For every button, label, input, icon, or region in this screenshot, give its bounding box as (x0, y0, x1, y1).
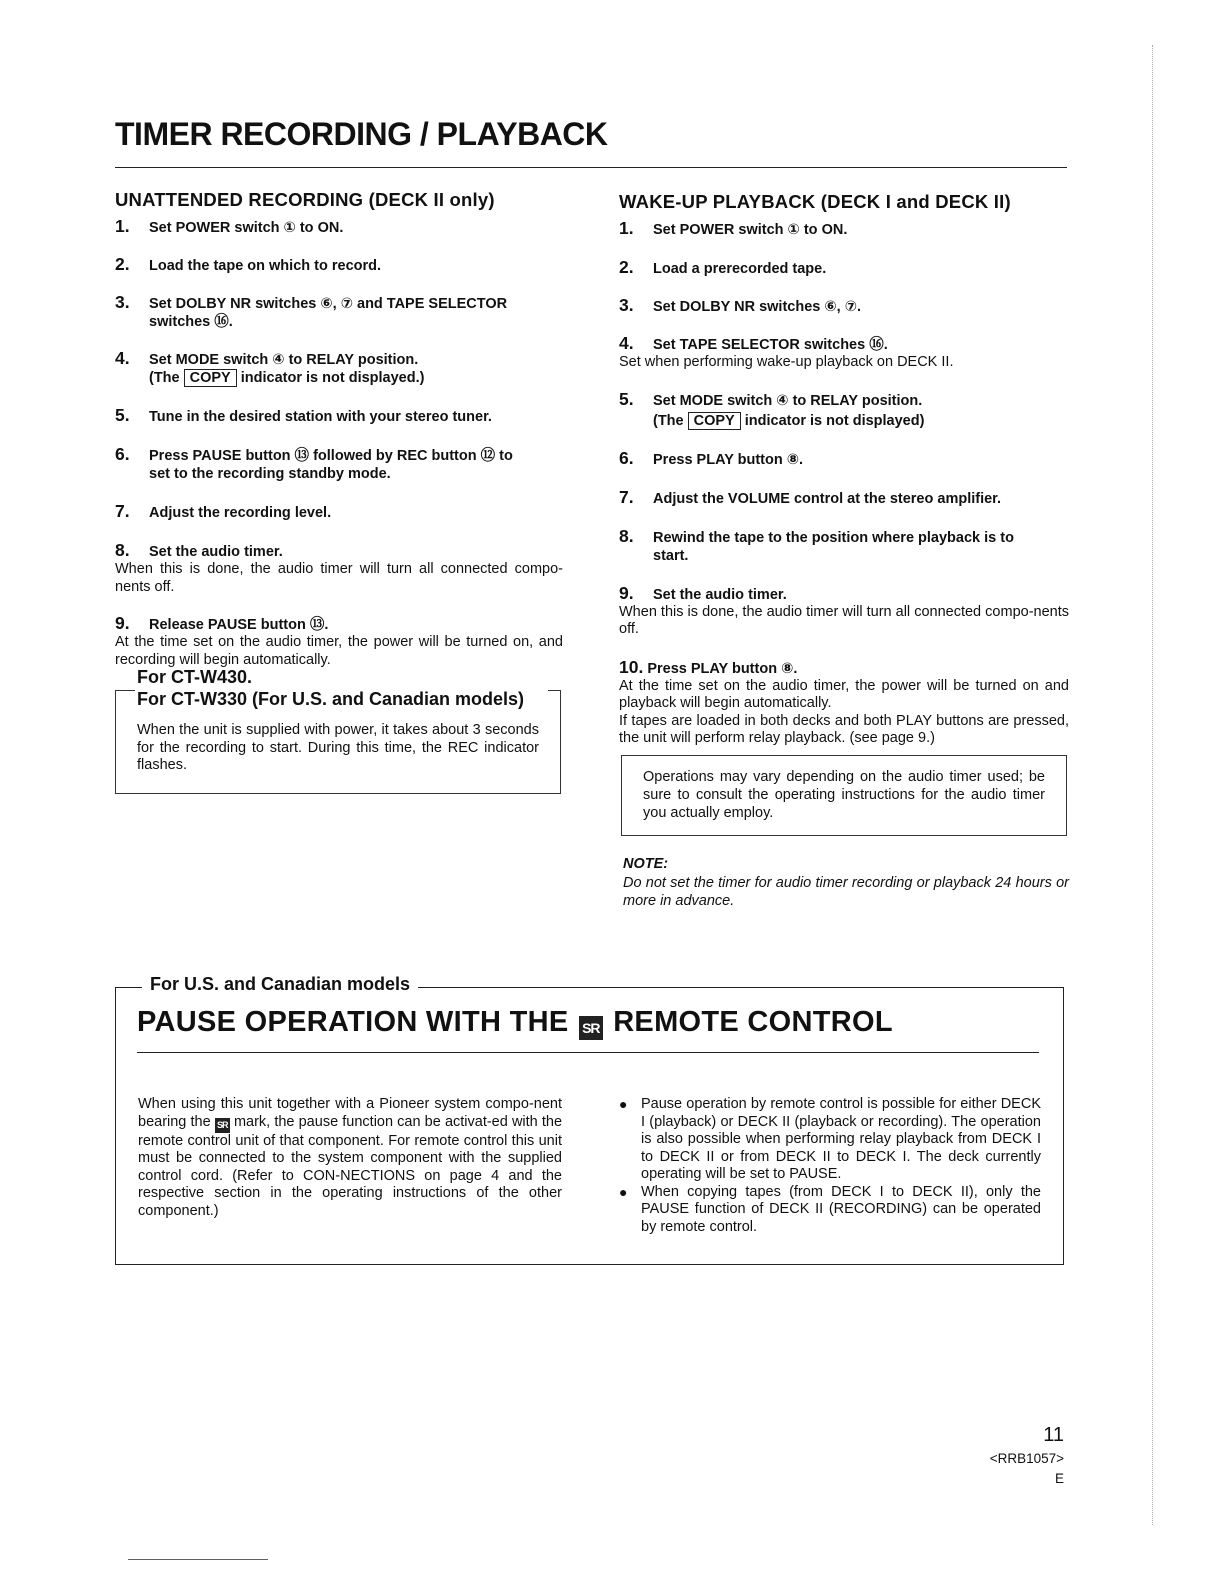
pause-bullet-list (619, 1096, 1041, 1236)
title-divider (115, 167, 1067, 168)
pause-intro-text (138, 1096, 562, 1220)
step-text: Tune in the desired station with your stereo tuner. (149, 409, 492, 425)
step-text: Press PLAY button ⑧. (647, 660, 798, 677)
timer-caution-text: Operations may vary depending on the audio timer used; be sure to consult the operating instructions for the audio timer you actually employ. (643, 769, 1045, 821)
step-text: Release PAUSE button ⑬. (149, 617, 329, 633)
step-description-extra: If tapes are loaded in both decks and both PLAY buttons are pressed, the unit will perform relay playback. (see page 9.) (619, 712, 1069, 746)
step-number: 4. (115, 348, 130, 368)
step-description: Set when performing wake-up playback on DECK II. (619, 354, 954, 370)
step-number: 8. (115, 540, 130, 560)
scan-edge-line (1152, 45, 1153, 1525)
intro-prefix: When using this unit together with a Pioneer system compo-nent bearing the (138, 1096, 562, 1130)
box-corner-right (548, 690, 561, 691)
step-description: When this is done, the audio timer will turn all connected compo-nents off. (115, 561, 563, 595)
list-item (619, 1096, 1041, 1184)
step-item (619, 658, 1069, 678)
step-item (115, 614, 563, 634)
cont-suffix: indicator is not displayed.) (236, 370, 425, 386)
copy-indicator: COPY (184, 369, 237, 387)
sr-remote-icon: SR (579, 1016, 603, 1040)
step-text: Set TAPE SELECTOR switches ⑯. (653, 337, 888, 353)
step-text: Set DOLBY NR switches ⑥, ⑦ and TAPE SELECTOR (149, 296, 508, 312)
step-text: Set the audio timer. (149, 544, 283, 560)
step-text: Load the tape on which to record. (149, 258, 382, 274)
cont-prefix: (The (653, 412, 688, 429)
step-item (619, 219, 1069, 239)
step-text: Set DOLBY NR switches ⑥, ⑦. (653, 299, 861, 315)
title-prefix: PAUSE OPERATION WITH THE (137, 1006, 569, 1038)
step-description: When this is done, the audio timer will turn all connected compo-nents off. (619, 603, 1069, 637)
step-text-continued (619, 412, 1069, 430)
unattended-recording-section (115, 189, 563, 669)
step-number: 3. (115, 292, 130, 312)
step-text: Set MODE switch ④ to RELAY position. (149, 352, 419, 368)
step-text: Set POWER switch ① to ON. (653, 222, 848, 238)
pause-section-title (137, 1006, 893, 1040)
language-code: E (1054, 1471, 1064, 1486)
step-number: 5. (115, 405, 130, 425)
step-number: 6. (619, 447, 634, 468)
step-number: 1. (115, 216, 130, 236)
step-item (115, 541, 563, 561)
section-heading: WAKE-UP PLAYBACK (DECK I and DECK II) (619, 191, 1011, 212)
step-item (619, 488, 1069, 508)
bullet-text: When copying tapes (from DECK I to DECK II), only the PAUSE function of DECK II (RECORDING) can be operated by remote control. (641, 1183, 1041, 1235)
intro-suffix: mark, the pause function can be activat-ed with the remote control unit of that component. For remote control this unit must be connected to the system component with the supplied control cord. (Refer to CON-NECTIONS on page 4 and the respective section in the operating instructions of the other component.) (138, 1113, 563, 1219)
bullet-icon: ● (619, 1096, 628, 1112)
step-text: Press PAUSE button ⑬ followed by REC button ⑫ to (149, 448, 513, 464)
step-number: 2. (115, 254, 130, 274)
step-number: 8. (619, 525, 634, 546)
step-text-continued (115, 369, 563, 387)
step-number: 10. (619, 656, 644, 677)
box-corner-left (115, 690, 135, 691)
note-label: NOTE: (623, 856, 669, 872)
step-number: 7. (619, 486, 634, 507)
scan-blue-line (128, 1559, 268, 1560)
step-number: 4. (619, 333, 634, 353)
step-item (619, 449, 1069, 469)
title-suffix: REMOTE CONTROL (613, 1006, 893, 1038)
pause-title-divider (137, 1052, 1039, 1053)
sr-mark-icon: SR (215, 1118, 230, 1133)
step-number: 5. (619, 388, 634, 409)
step-text-continued: start. (653, 547, 689, 564)
step-item (619, 334, 1069, 354)
step-text: Set the audio timer. (653, 586, 787, 603)
step-item (619, 390, 1069, 430)
step-number: 7. (115, 501, 130, 521)
step-text-continued: switches ⑯. (149, 314, 233, 330)
section-heading: UNATTENDED RECORDING (DECK II only) (115, 189, 495, 210)
step-text: Adjust the VOLUME control at the stereo amplifier. (653, 490, 1002, 507)
step-item (619, 584, 1069, 604)
bullet-text: Pause operation by remote control is possible for either DECK I (playback) or DECK II (playback or recording). The operation is also possible when performing relay playback from DECK I to DECK II or from DECK II to DECK I. The deck currently operating will be set to PAUSE. (641, 1096, 1041, 1182)
step-text: Set POWER switch ① to ON. (149, 220, 344, 236)
step-item (115, 445, 563, 483)
step-description: At the time set on the audio timer, the power will be turned on and playback will begin automatically. (619, 677, 1069, 711)
step-item (115, 293, 563, 331)
step-item (115, 217, 563, 237)
list-item (619, 1184, 1041, 1237)
step-number: 1. (619, 218, 634, 238)
step-item (115, 349, 563, 387)
step-item (115, 406, 563, 426)
wake-up-playback-section (619, 191, 1069, 748)
document-code: <RRB1057> (989, 1451, 1064, 1466)
model-note-text: When the unit is supplied with power, it takes about 3 seconds for the recording to start. During this time, the REC indicator flashes. (137, 722, 539, 773)
cont-prefix: (The (149, 370, 184, 386)
step-item (115, 255, 563, 275)
step-number: 9. (619, 582, 634, 603)
page-title: TIMER RECORDING / PLAYBACK (115, 116, 608, 152)
step-text: Adjust the recording level. (149, 505, 332, 521)
step-number: 2. (619, 257, 634, 277)
copy-indicator: COPY (688, 412, 741, 430)
step-item (619, 527, 1069, 565)
step-item (115, 502, 563, 522)
step-text: Rewind the tape to the position where playback is to (653, 529, 1014, 546)
step-number: 3. (619, 295, 634, 315)
cont-suffix: indicator is not displayed) (740, 412, 925, 429)
bullet-icon: ● (619, 1183, 628, 1200)
step-text: Set MODE switch ④ to RELAY position. (653, 392, 923, 409)
region-label: For U.S. and Canadian models (142, 974, 418, 995)
step-number: 9. (115, 613, 130, 633)
step-item (619, 296, 1069, 316)
step-text: Press PLAY button ⑧. (653, 451, 804, 468)
step-item (619, 258, 1069, 278)
step-text-continued: set to the recording standby mode. (149, 466, 391, 482)
note-text: Do not set the timer for audio timer recording or playback 24 hours or more in advance. (623, 875, 1069, 909)
step-text: Load a prerecorded tape. (653, 261, 827, 277)
page-number: 11 (1043, 1424, 1064, 1446)
model-title-1: For CT-W430. (137, 667, 253, 687)
step-number: 6. (115, 444, 130, 464)
step-description: At the time set on the audio timer, the power will be turned on, and recording will begin automatically. (115, 634, 563, 668)
model-title-2: For CT-W330 (For U.S. and Canadian models) (137, 689, 525, 709)
